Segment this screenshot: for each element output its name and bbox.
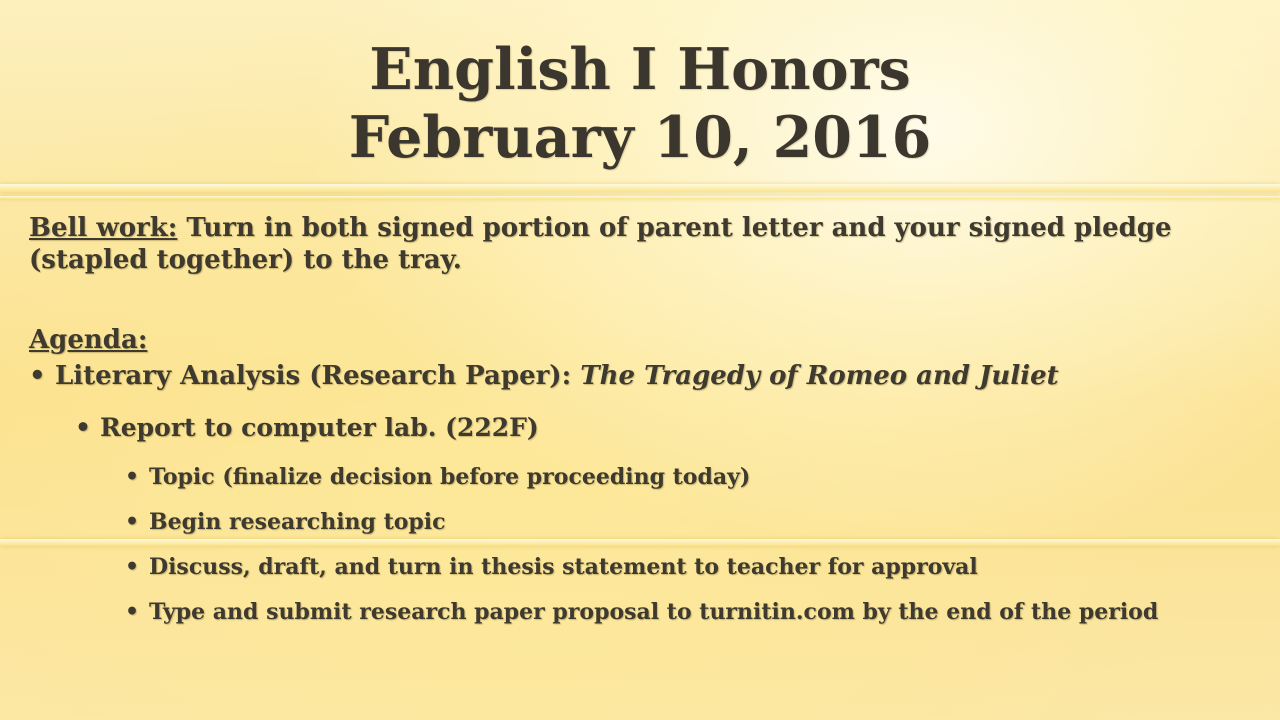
bullet-icon: • <box>29 361 46 391</box>
agenda-subitem <box>29 465 1239 489</box>
title-line-date: February 10, 2016 <box>348 104 932 171</box>
bell-work-text: Turn in both signed portion of parent letter and your signed pledge (stapled together) to the tray. <box>29 213 1172 275</box>
agenda-subitem-text: Discuss, draft, and turn in thesis statement to teacher for approval <box>149 554 978 580</box>
agenda-subitem <box>29 555 1239 579</box>
agenda-item-prefix: Literary Analysis (Research Paper): <box>55 361 581 391</box>
agenda-list <box>29 360 1259 624</box>
bell-work-label: Bell work: <box>29 213 178 243</box>
bullet-icon: • <box>125 554 140 580</box>
agenda-heading: Agenda: <box>29 325 148 355</box>
agenda-item-computer-lab <box>29 412 1259 444</box>
agenda-item-work-title: The Tragedy of Romeo and Juliet <box>580 361 1059 391</box>
decorative-band-top-thin <box>0 196 1280 199</box>
agenda-item-literary-analysis <box>29 360 1259 392</box>
bell-work-paragraph <box>29 212 1259 276</box>
slide-body <box>29 212 1259 624</box>
agenda-subitem-text: Type and submit research paper proposal to turnitin.com by the end of the period <box>149 599 1159 625</box>
bullet-icon: • <box>125 599 140 625</box>
slide-title <box>0 36 1280 172</box>
agenda-item-text: Report to computer lab. (222F) <box>100 413 539 442</box>
bullet-icon: • <box>75 413 91 442</box>
agenda-subitem <box>29 600 1239 624</box>
bullet-icon: • <box>125 509 140 535</box>
decorative-band-top <box>0 184 1280 192</box>
title-line-course: English I Honors <box>369 36 911 103</box>
agenda-subitem-text: Topic (finalize decision before proceeding today) <box>149 464 751 490</box>
agenda-subitem-text: Begin researching topic <box>149 509 446 535</box>
bullet-icon: • <box>125 464 140 490</box>
agenda-subitem <box>29 510 1239 534</box>
